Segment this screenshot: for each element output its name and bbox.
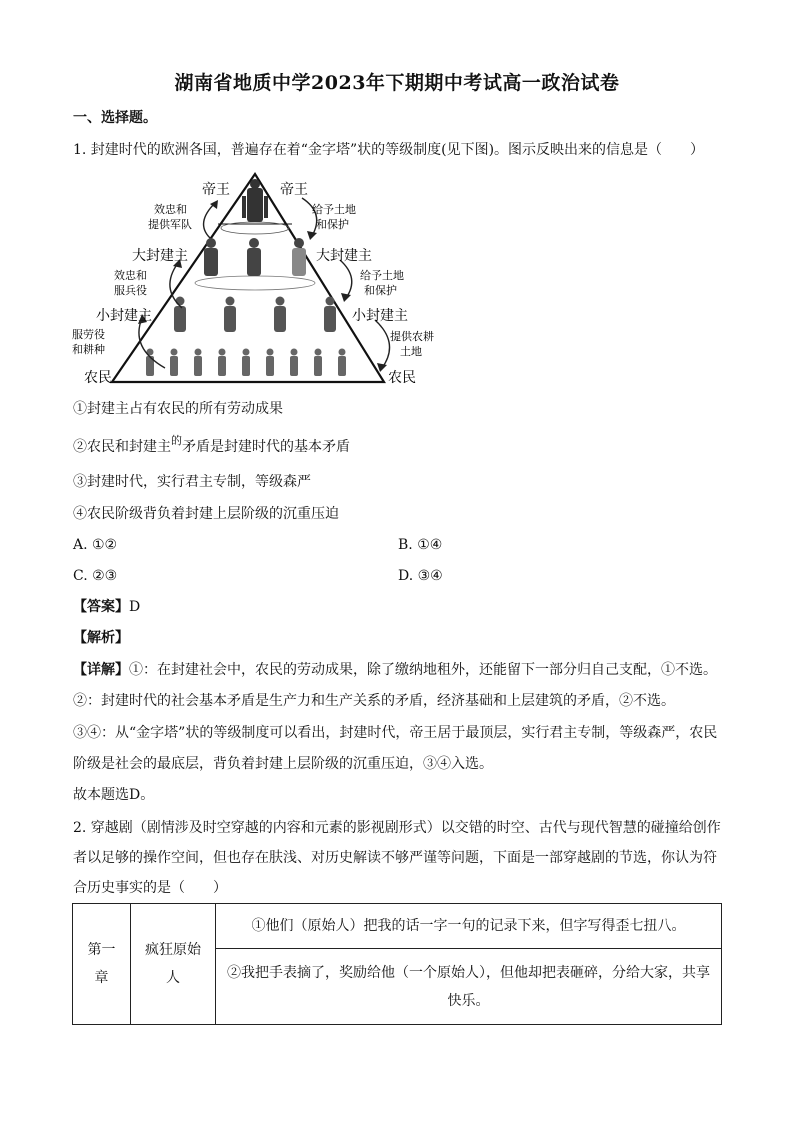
detail-line-1: 【详解】①：在封建社会中，农民的劳动成果，除了缴纳地租外，还能留下一部分归自己支配，①不选。 — [73, 662, 717, 678]
option-c: C. ②③ — [73, 568, 118, 584]
label-great-lord-right: 大封建主 — [316, 248, 372, 264]
label-lesser-lord-left: 小封建主 — [96, 308, 152, 324]
annot-right-3a: 提供农耕 — [390, 330, 434, 343]
chapter-cell: 第一 章 — [73, 904, 131, 1025]
annot-right-2b: 和保护 — [364, 284, 397, 297]
annot-right-1b: 和保护 — [316, 218, 349, 231]
detail-line-4: 阶级是社会的最底层，背负着封建上层阶级的沉重压迫，③④入选。 — [73, 756, 493, 772]
arrow-down-icon — [340, 260, 352, 298]
annot-left-1a: 效忠和 — [154, 203, 187, 216]
option-a: A. ①② — [73, 537, 118, 553]
option-d: D. ③④ — [398, 568, 443, 584]
detail-line-5: 故本题选D。 — [73, 787, 155, 803]
answer-line: 【答案】D — [73, 599, 141, 615]
page-title: 湖南省地质中学2023年下期期中考试高一政治试卷 — [174, 72, 620, 94]
scene-title-cell: 疯狂原始 人 — [131, 904, 216, 1025]
label-emperor-left: 帝王 — [202, 182, 230, 198]
feudal-pyramid-figure — [70, 168, 440, 390]
detail-line-3: ③④：从“金字塔”状的等级制度可以看出，封建时代，帝王居于最顶层，实行君主专制，等级森严，农民 — [73, 725, 718, 741]
statement-3: ③封建时代，实行君主专制，等级森严 — [73, 474, 311, 490]
script-excerpt-table — [72, 903, 722, 1025]
annot-right-3b: 土地 — [400, 345, 422, 358]
detail-line-2: ②：封建时代的社会基本矛盾是生产力和生产关系的矛盾，经济基础和上层建筑的矛盾，②不选。 — [73, 693, 675, 709]
question-2-line-3: 合历史事实的是（ ） — [73, 880, 227, 896]
question-1-stem: 1. 封建时代的欧洲各国，普遍存在着“金字塔”状的等级制度(见下图)。图示反映出来的信息是（ ） — [73, 142, 705, 158]
annot-left-2a: 效忠和 — [114, 269, 147, 282]
section-heading: 一、选择题。 — [73, 110, 157, 126]
analysis-tag: 【解析】 — [73, 630, 129, 646]
lesser-lord-figures-icon — [174, 297, 336, 333]
annot-left-1b: 提供军队 — [148, 218, 192, 231]
lords-platform — [195, 276, 315, 290]
label-emperor-right: 帝王 — [280, 182, 308, 198]
scene-item-1: ①他们（原始人）把我的话一字一句的记录下来，但字写得歪七扭八。 — [216, 904, 722, 949]
label-peasant-right: 农民 — [388, 370, 416, 386]
annot-right-1a: 给予土地 — [312, 203, 356, 216]
annot-left-3b: 和耕种 — [72, 343, 105, 356]
question-2-line-2: 者以足够的操作空间，但也存在肤浅、对历史解读不够严谨等问题，下面是一部穿越剧的节选，你认为符 — [73, 850, 717, 866]
option-b: B. ①④ — [398, 537, 443, 553]
statement-4: ④农民阶级背负着封建上层阶级的沉重压迫 — [73, 506, 339, 522]
label-peasant-left: 农民 — [84, 370, 112, 386]
annot-left-2b: 服兵役 — [114, 284, 147, 297]
peasant-figures-icon — [146, 349, 346, 377]
arrow-down-icon — [375, 320, 390, 368]
annot-left-3a: 服劳役 — [72, 328, 105, 341]
label-lesser-lord-right: 小封建主 — [352, 308, 408, 324]
great-lord-figures-icon — [204, 238, 306, 276]
annot-right-2a: 给予土地 — [360, 269, 404, 282]
statement-1: ①封建主占有农民的所有劳动成果 — [73, 401, 283, 417]
scene-item-2: ②我把手表摘了，奖励给他（一个原始人），但他却把表砸碎，分给大家，共享 快乐。 — [216, 949, 722, 1025]
statement-2: ②农民和封建主$^的$矛盾是封建时代的基本矛盾 — [73, 434, 350, 455]
label-great-lord-left: 大封建主 — [132, 248, 188, 264]
question-2-line-1: 2. 穿越剧（剧情涉及时空穿越的内容和元素的影视剧形式）以交错的时空、古代与现代智慧的碰撞给创作 — [73, 820, 721, 836]
